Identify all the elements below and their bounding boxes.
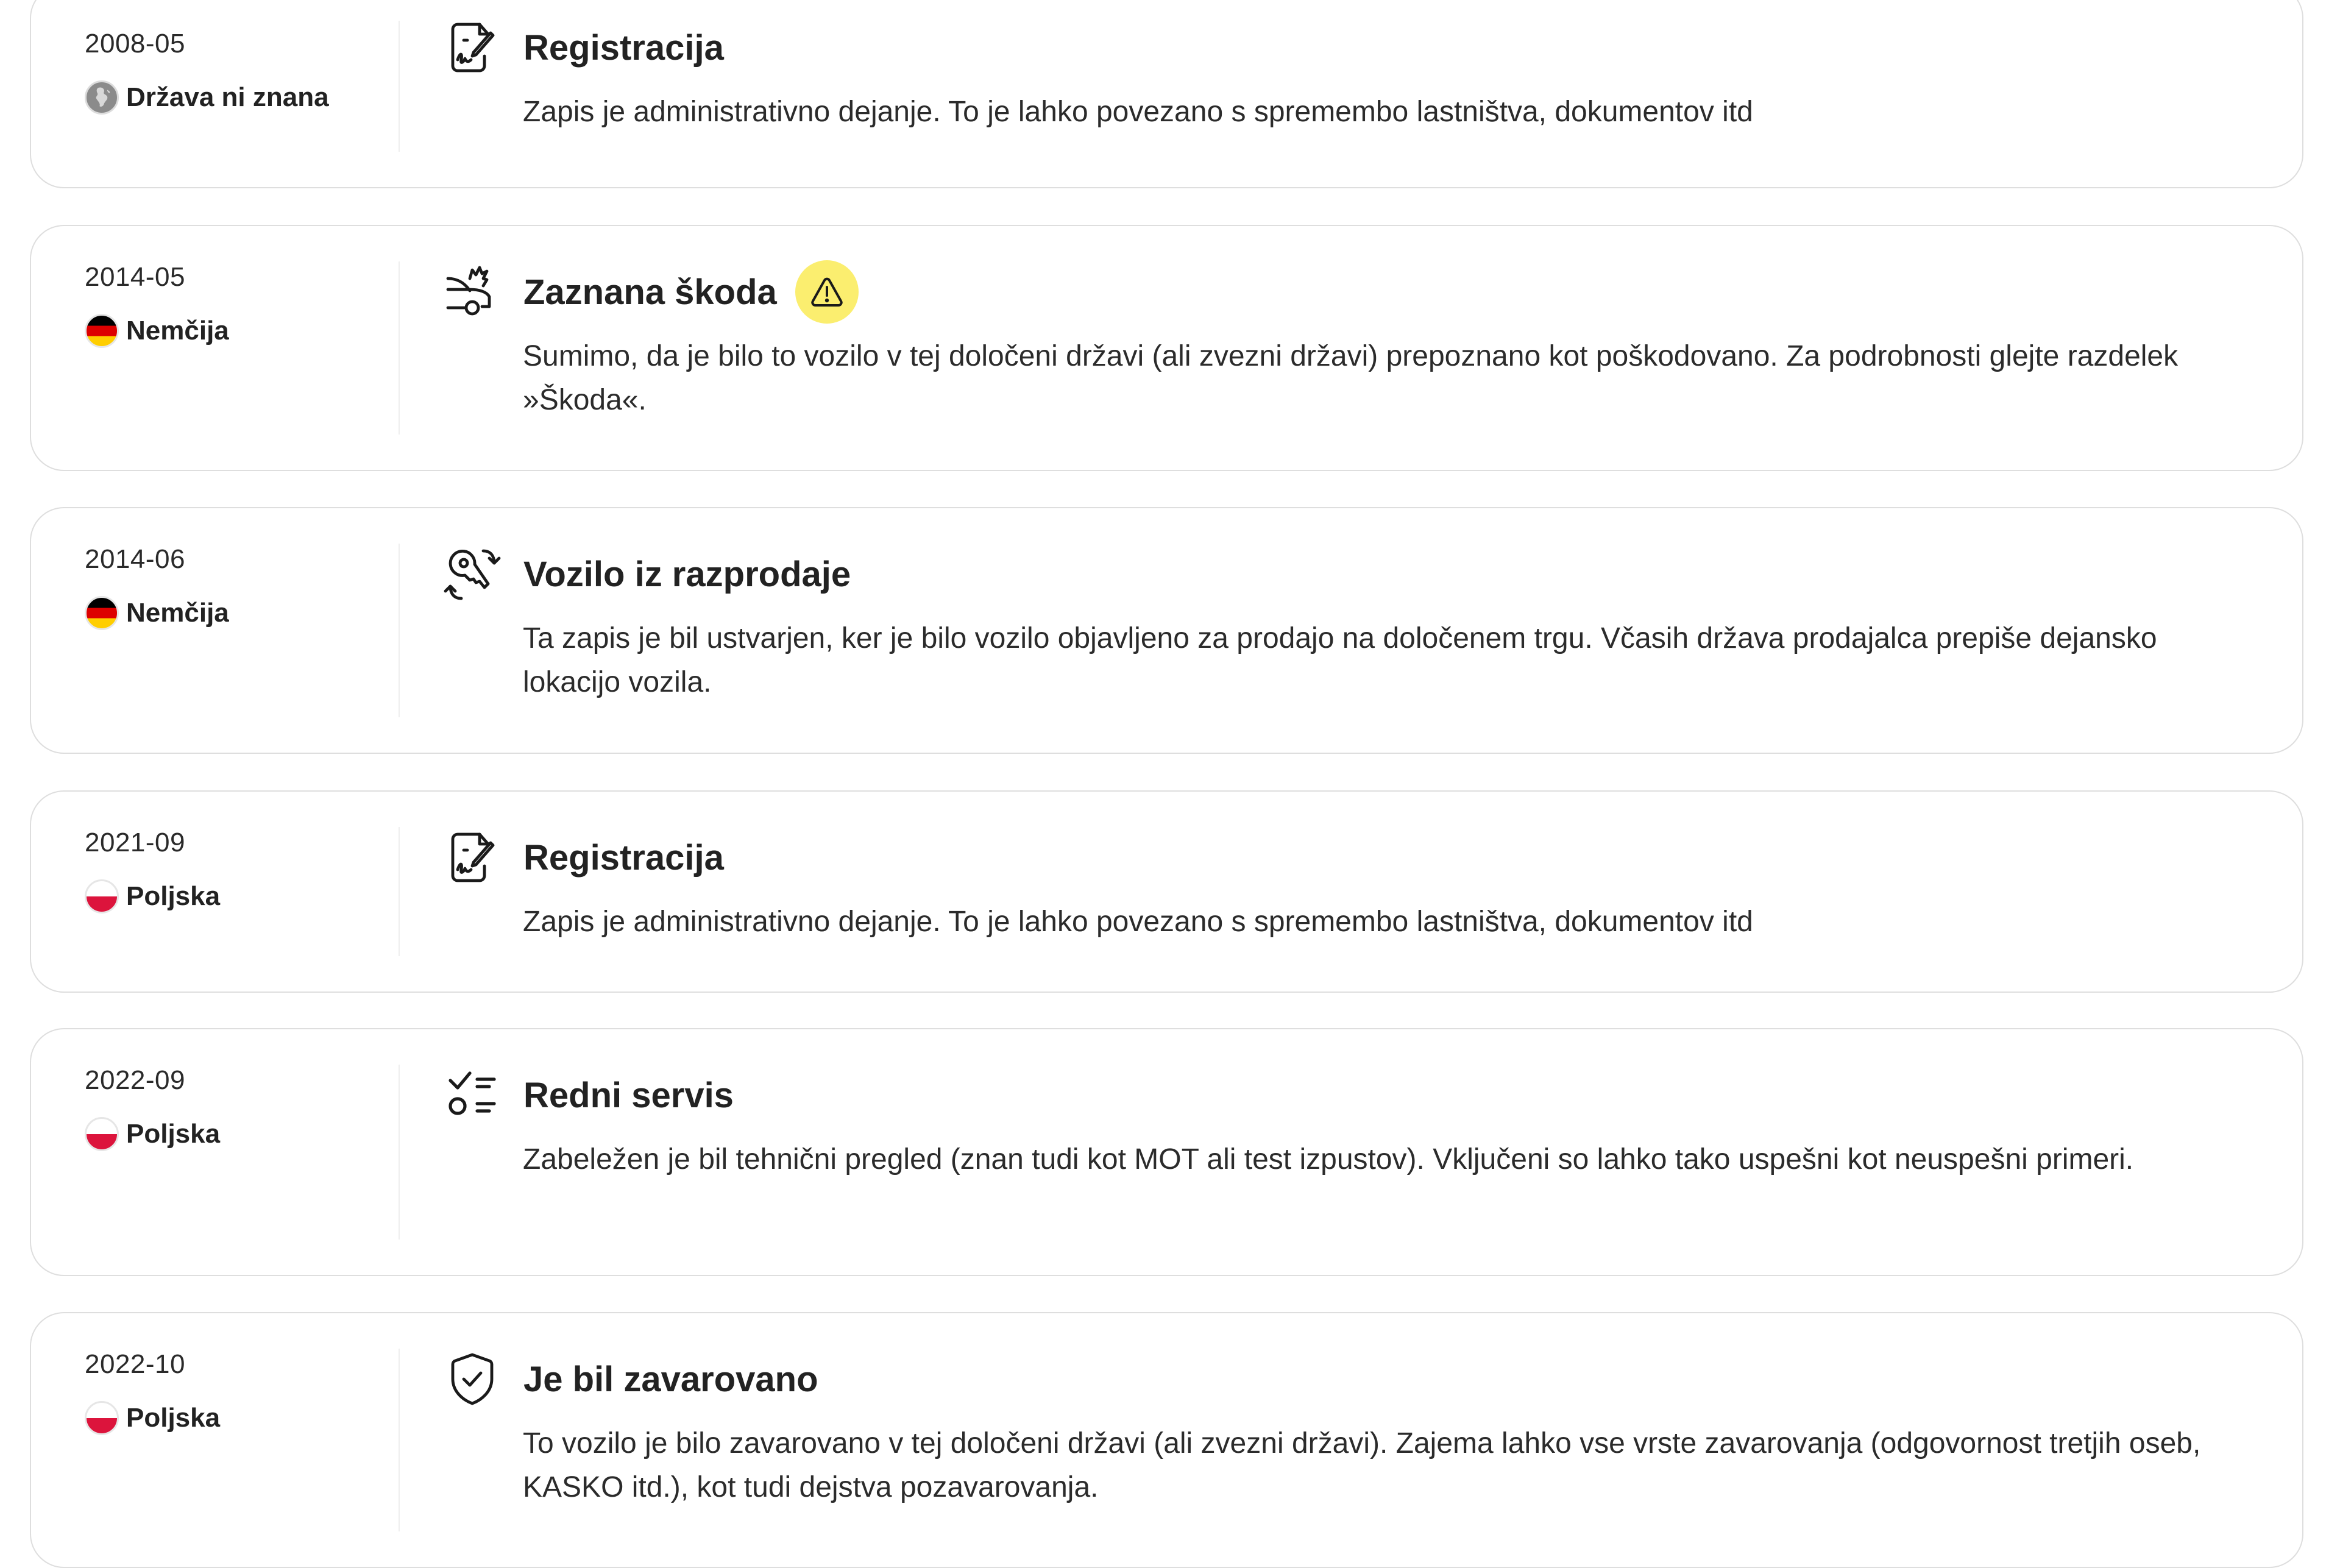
event-country: [85, 1401, 389, 1435]
event-body: [443, 17, 2249, 134]
event-meta: [85, 827, 389, 913]
event-country: [85, 1117, 389, 1151]
event-title: Redni servis: [523, 1075, 734, 1115]
event-description: Zabeležen je bil tehnični pregled (znan tudi kot MOT ali test izpustov). Vključeni so lahko tako uspešni kot neuspešni primeri.: [523, 1143, 2134, 1176]
shield-check-icon: [443, 1350, 502, 1408]
history-event-card: [30, 0, 2303, 188]
event-body: [443, 827, 2249, 944]
event-date: 2022-10: [85, 1349, 185, 1379]
event-date: 2014-05: [85, 262, 185, 292]
event-meta: [85, 28, 389, 115]
country-label: Poljska: [126, 1403, 221, 1433]
poland-flag-icon: [85, 1117, 119, 1151]
event-description: Zapis je administrativno dejanje. To je lahko povezano s spremembo lastništva, dokumentov itd: [523, 96, 1753, 128]
divider: [399, 21, 400, 152]
event-title: Je bil zavarovano: [523, 1359, 818, 1399]
divider: [399, 261, 400, 435]
country-label: Poljska: [126, 881, 221, 911]
country-label: Nemčija: [126, 598, 229, 628]
divider: [399, 1349, 400, 1531]
event-country: [85, 596, 389, 630]
event-country: [85, 879, 389, 913]
event-body: [443, 544, 2249, 704]
checklist-icon: [443, 1066, 502, 1124]
event-date: 2014-06: [85, 544, 185, 574]
germany-flag-icon: [85, 314, 119, 348]
poland-flag-icon: [85, 1401, 119, 1435]
event-body: [443, 1349, 2249, 1509]
event-body: [443, 1065, 2249, 1182]
key-exchange-icon: [443, 545, 502, 603]
event-title: Zaznana škoda: [523, 272, 777, 312]
event-meta: [85, 261, 389, 348]
event-title: Registracija: [523, 837, 724, 878]
event-title: Vozilo iz razprodaje: [523, 554, 851, 594]
country-label: Nemčija: [126, 316, 229, 346]
poland-flag-icon: [85, 879, 119, 913]
history-event-card: [30, 1312, 2303, 1568]
event-date: 2022-09: [85, 1065, 185, 1095]
globe-icon: [85, 80, 119, 115]
event-title: Registracija: [523, 27, 724, 68]
event-description: Sumimo, da je bilo to vozilo v tej določeni državi (ali zvezni državi) prepoznano kot poškodovano. Za podrobnosti glejte razdelek »Škoda«.: [523, 340, 2179, 416]
warning-triangle-icon: [807, 272, 846, 311]
event-date: 2008-05: [85, 29, 185, 59]
event-meta: [85, 1349, 389, 1435]
divider: [399, 1065, 400, 1240]
event-meta: [85, 1065, 389, 1151]
warning-badge[interactable]: [795, 260, 859, 324]
car-crash-icon: [443, 263, 502, 321]
country-label: Država ni znana: [126, 82, 329, 112]
event-body: [443, 261, 2249, 422]
history-event-card: [30, 1028, 2303, 1276]
event-description: Zapis je administrativno dejanje. To je lahko povezano s spremembo lastništva, dokumentov itd: [523, 906, 1753, 938]
event-country: [85, 314, 389, 348]
history-event-card: [30, 507, 2303, 754]
document-signature-icon: [443, 18, 502, 77]
history-event-card: [30, 790, 2303, 993]
history-event-card: [30, 225, 2303, 471]
document-signature-icon: [443, 828, 502, 887]
divider: [399, 544, 400, 717]
event-country: [85, 80, 389, 115]
country-label: Poljska: [126, 1119, 221, 1149]
event-description: To vozilo je bilo zavarovano v tej določeni državi (ali zvezni državi). Zajema lahko vse vrste zavarovanja (odgovornost tretjih oseb, KASKO itd.), kot tudi dejstva pozavarovanja.: [523, 1427, 2201, 1503]
event-meta: [85, 544, 389, 630]
germany-flag-icon: [85, 596, 119, 630]
event-description: Ta zapis je bil ustvarjen, ker je bilo vozilo objavljeno za prodajo na določenem trgu. Včasih država prodajalca prepiše dejansko lokacijo vozila.: [523, 622, 2157, 698]
event-date: 2021-09: [85, 828, 185, 857]
divider: [399, 827, 400, 956]
